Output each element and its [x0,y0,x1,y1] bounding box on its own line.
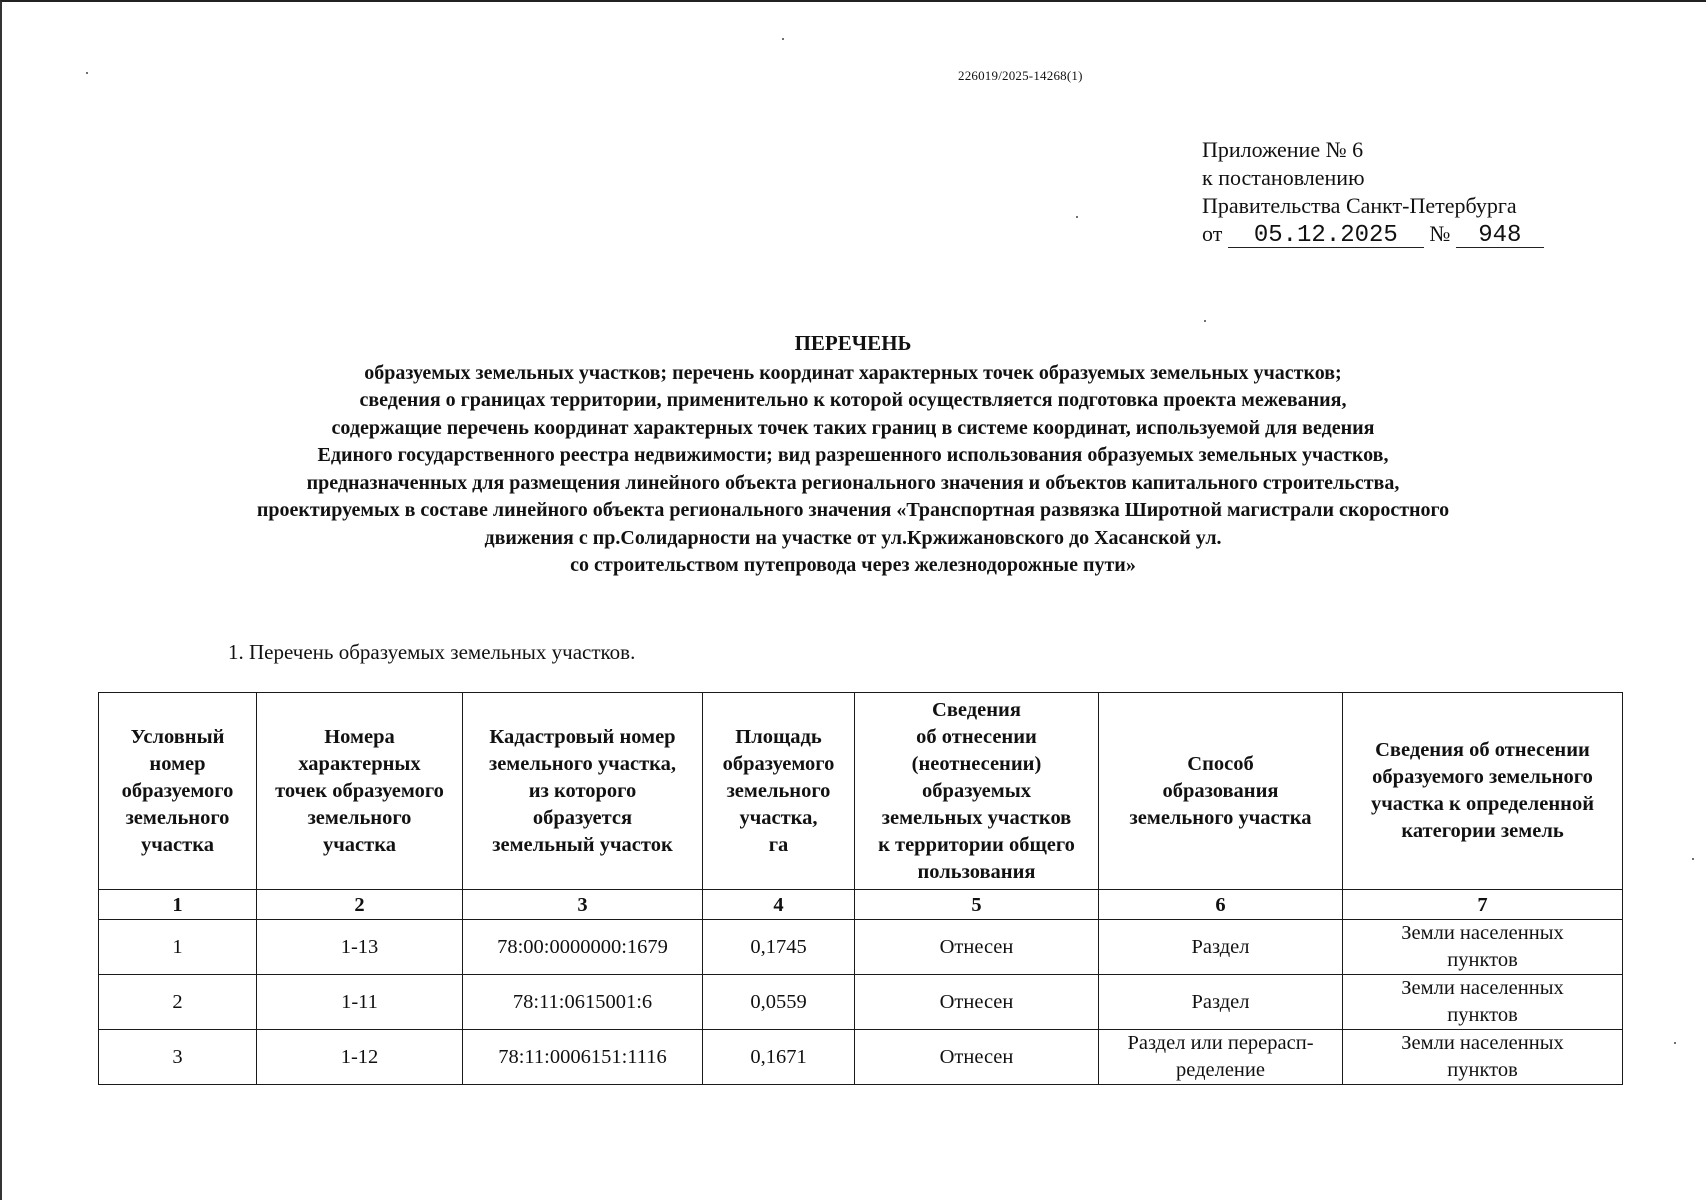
plot-points: 1-13 [257,920,463,975]
resolution-number: 948 [1456,225,1544,248]
header-cell: Номера характерных точек образуемого земельного участка [257,693,463,890]
column-number: 2 [257,890,463,920]
plot-points: 1-12 [257,1030,463,1085]
header-cell: Сведения об отнесении образуемого земельного участка к определенной категории земель [1343,693,1623,890]
land-category: Земли населенных пунктов [1343,1030,1623,1085]
title-line: Единого государственного реестра недвижимости; вид разрешенного использования образуемых земельных участков, [317,444,1389,466]
header-cell: Сведения об отнесении (неотнесении) образуемых земельных участков к территории общего пользования [855,693,1099,890]
plot-points: 1-11 [257,975,463,1030]
title-line: проектируемых в составе линейного объекта регионального значения «Транспортная развязка Широтной магистрали скоростного [256,499,1450,521]
formation-method: Раздел или перерасп- ределение [1099,1030,1343,1085]
title-line: движения с пр.Солидарности на участке от ул.Кржижановского до Хасанской ул. [484,526,1222,549]
title-line: сведения о границах территории, применительно к которой осуществляется подготовка проекта межевания, [359,389,1347,411]
title-line: предназначенных для размещения линейного объекта регионального значения и объектов капитального строительства, [306,471,1400,494]
scan-speck [1692,858,1694,860]
table-row [99,1030,1623,1085]
public-use-status: Отнесен [855,975,1099,1030]
cadastral-number: 78:11:0615001:6 [463,975,703,1030]
annex-line-1: Приложение № 6 [1202,137,1364,162]
scan-speck [1204,320,1206,322]
plot-id: 1 [99,920,257,975]
header-cell: Кадастровый номер земельного участка, из которого образуется земельный участок [463,693,703,890]
land-category: Земли населенных пунктов [1343,975,1623,1030]
land-category: Земли населенных пунктов [1343,920,1623,975]
scan-speck [86,72,88,74]
land-plots-table [98,692,1623,1085]
plot-id: 2 [99,975,257,1030]
column-number: 7 [1343,890,1623,920]
table-row [99,975,1623,1030]
public-use-status: Отнесен [855,920,1099,975]
column-number-row [99,890,1623,920]
column-number: 4 [703,890,855,920]
plot-id: 3 [99,1030,257,1085]
number-prefix: № [1429,221,1451,246]
public-use-status: Отнесен [855,1030,1099,1085]
plot-area: 0,1671 [703,1030,855,1085]
title-heading: ПЕРЕЧЕНЬ [794,331,912,355]
annex-date-line [1202,220,1544,248]
date-prefix: от [1202,221,1223,246]
table-row [99,920,1623,975]
header-cell: Способ образования земельного участка [1099,693,1343,890]
formation-method: Раздел [1099,920,1343,975]
title-line: со строительством путепровода через железнодорожные пути» [570,554,1136,576]
header-cell: Условный номер образуемого земельного участка [99,693,257,890]
column-number: 6 [1099,890,1343,920]
cadastral-number: 78:11:0006151:1116 [463,1030,703,1085]
resolution-date: 05.12.2025 [1228,225,1424,248]
column-number: 5 [855,890,1099,920]
annex-block [1202,136,1544,248]
header-cell: Площадь образуемого земельного участка, га [703,693,855,890]
formation-method: Раздел [1099,975,1343,1030]
scan-speck [1076,216,1078,218]
annex-line-3: Правительства Санкт-Петербурга [1202,193,1517,218]
scan-speck [782,38,784,40]
header-row [99,693,1623,890]
section-title: 1. Перечень образуемых земельных участков. [228,640,636,664]
cadastral-number: 78:00:0000000:1679 [463,920,703,975]
document-title [80,330,1626,580]
column-number: 3 [463,890,703,920]
plot-area: 0,1745 [703,920,855,975]
title-line: образуемых земельных участков; перечень координат характерных точек образуемых земельных участков; [364,361,1342,384]
annex-line-2: к постановлению [1202,165,1365,190]
column-number: 1 [99,890,257,920]
title-line: содержащие перечень координат характерных точек таких границ в системе координат, используемой для ведения [331,416,1375,439]
scan-speck [1674,1042,1676,1044]
plot-area: 0,0559 [703,975,855,1030]
registration-number: 226019/2025-14268(1) [958,68,1083,83]
